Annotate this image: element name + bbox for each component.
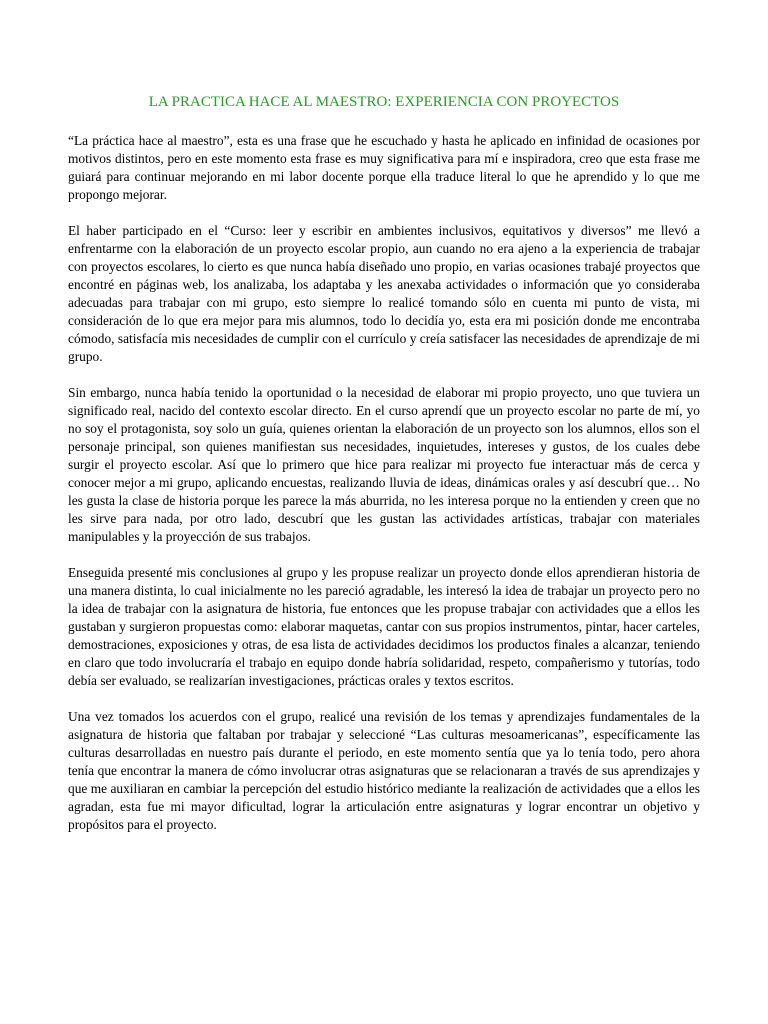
paragraph-2: El haber participado en el “Curso: leer y escribir en ambientes inclusivos, equitativos y diversos” me llevó a enfrentarme con la elaboración de un proyecto escolar propio, aun cuando no era ajeno a la experiencia de trabajar con proyectos escolares, lo cierto es que nunca había diseñado uno propio, en varias ocasiones trabajé proyectos que encontré en páginas web, los analizaba, los adaptaba y les anexaba actividades o información que yo consideraba adecuadas para trabajar con mi grupo, esto siempre lo realicé tomando sólo en cuenta mi punto de vista, mi consideración de lo que era mejor para mis alumnos, todo lo decidía yo, esta era mi posición donde me encontraba cómodo, satisfacía mis necesidades de cumplir con el currículo y creía satisfacer las necesidades de aprendizaje de mi grupo. <box>68 223 700 364</box>
document-page <box>68 92 700 852</box>
paragraph-3: Sin embargo, nunca había tenido la oportunidad o la necesidad de elaborar mi propio proyecto, uno que tuviera un significado real, nacido del contexto escolar directo. En el curso aprendí que un proyecto escolar no parte de mí, yo no soy el protagonista, soy solo un guía, quienes orientan la elaboración de un proyecto son los alumnos, ellos son el personaje principal, son quienes manifiestan sus necesidades, inquietudes, intereses y gustos, de los cuales debe surgir el proyecto escolar. Así que lo primero que hice para realizar mi proyecto fue interactuar más de cerca y conocer mejor a mi grupo, aplicando encuestas, realizando lluvia de ideas, dinámicas orales y así descubrí que… No les gusta la clase de historia porque les parece la más aburrida, no les interesa porque no la entienden y creen que no les sirve para nada, por otro lado, descubrí que les gustan las actividades artísticas, trabajar con materiales manipulables y la proyección de sus trabajos. <box>68 385 700 544</box>
paragraph-4: Enseguida presenté mis conclusiones al grupo y les propuse realizar un proyecto donde ellos aprendieran historia de una manera distinta, lo cual inicialmente no les pareció agradable, les interesó la idea de trabajar un proyecto pero no la idea de trabajar con la asignatura de historia, fue entonces que les propuse trabajar con actividades que a ellos les gustaban y surgieron propuestas como: elaborar maquetas, cantar con sus propios instrumentos, pintar, hacer carteles, demostraciones, exposiciones y otras, de esa lista de actividades decidimos los productos finales a alcanzar, teniendo en claro que todo involucraría el trabajo en equipo donde habría solidaridad, respeto, compañerismo y tutorías, todo debía ser evaluado, se realizarían investigaciones, prácticas orales y textos escritos. <box>68 565 700 688</box>
paragraph-5: Una vez tomados los acuerdos con el grupo, realicé una revisión de los temas y aprendizajes fundamentales de la asignatura de historia que faltaban por trabajar y seleccioné “Las culturas mesoamericanas”, específicamente las culturas desarrolladas en nuestro país durante el periodo, en este momento sentía que ya lo tenía todo, pero ahora tenía que encontrar la manera de cómo involucrar otras asignaturas que se relacionaran a través de sus aprendizajes y que me auxiliaran en cambiar la percepción del estudio histórico mediante la realización de actividades que a ellos les agradan, esta fue mi mayor dificultad, lograr la articulación entre asignaturas y lograr encontrar un objetivo y propósitos para el proyecto. <box>68 709 700 832</box>
paragraph-1: “La práctica hace al maestro”, esta es una frase que he escuchado y hasta he aplicado en infinidad de ocasiones por motivos distintos, pero en este momento esta frase es muy significativa para mí e inspiradora, creo que esta frase me guiará para continuar mejorando en mi labor docente porque ella traduce literal lo que he aprendido y lo que me propongo mejorar. <box>68 133 700 202</box>
document-title: LA PRACTICA HACE AL MAESTRO: EXPERIENCIA CON PROYECTOS <box>148 94 620 110</box>
